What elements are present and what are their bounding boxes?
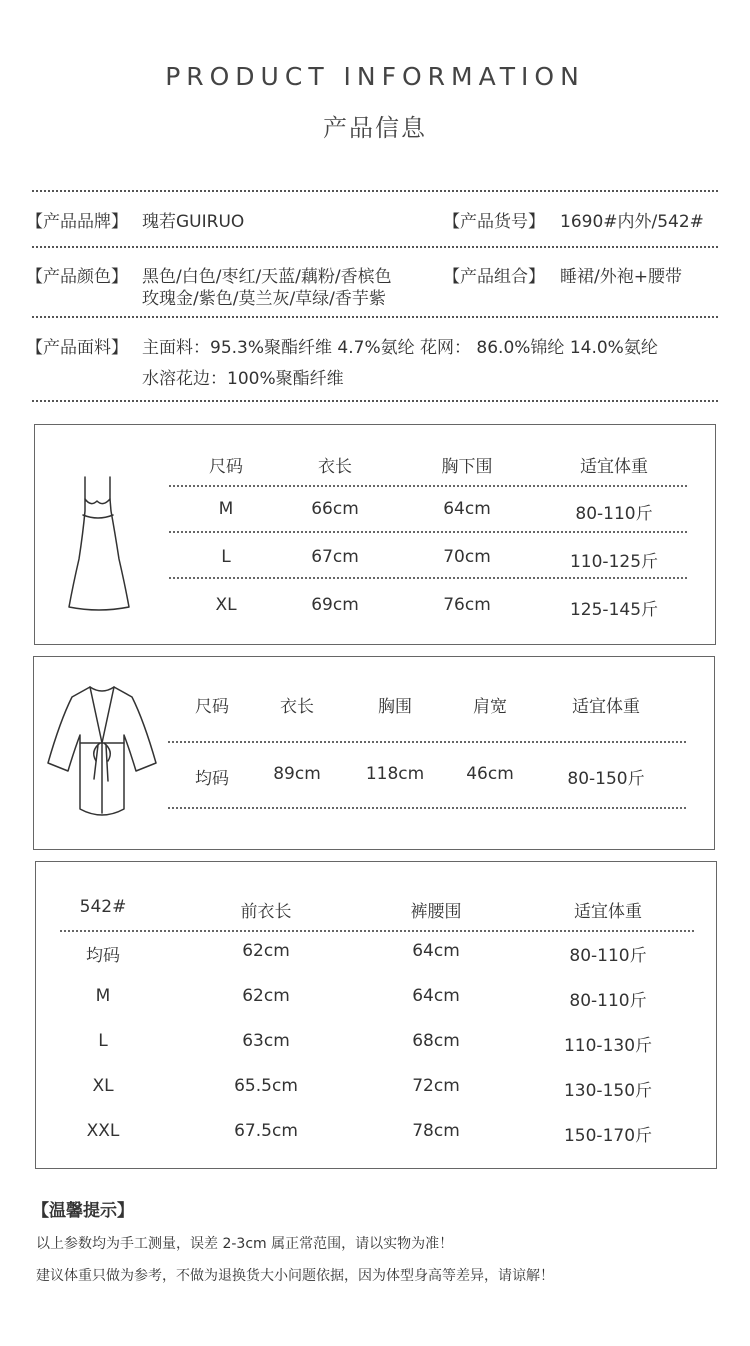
table-cell: 80-110斤 [569,946,647,966]
table-cell: 69cm [311,595,359,615]
row-divider [169,531,687,533]
header-length: 衣长 [318,457,352,477]
table-cell: 150-170斤 [563,1126,653,1146]
table-cell: XL [92,1076,114,1096]
row-divider [169,485,687,487]
title-english: PRODUCT INFORMATION [165,62,585,91]
row-divider [60,930,694,932]
table-cell: 63cm [242,1031,290,1051]
divider [32,316,718,318]
header-weight: 适宜体重 [580,457,648,477]
divider [32,190,718,192]
table-cell: 118cm [365,764,425,784]
row-divider [169,577,687,579]
header-code: 542# [79,897,127,917]
table-cell: M [95,986,111,1006]
header-front-length: 前衣长 [240,902,292,922]
brand-label: 【产品品牌】 [26,212,128,232]
color-value-2: 玫瑰金/紫色/莫兰灰/草绿/香芋紫 [142,289,386,309]
combo-value: 睡裙/外袍+腰带 [560,267,682,287]
table-cell: 46cm [466,764,514,784]
table-cell: 125-145斤 [569,600,659,620]
table-cell: 76cm [443,595,491,615]
table-cell: 64cm [412,941,460,961]
size-table-robe [33,656,715,850]
table-cell: 64cm [443,499,491,519]
row-divider [168,741,686,743]
table-cell: 80-150斤 [567,769,645,789]
table-cell: 66cm [311,499,359,519]
table-cell: XXL [86,1121,120,1141]
code-value: 1690#内外/542# [560,212,704,232]
table-cell: 89cm [273,764,321,784]
tips-line-2: 建议体重只做为参考，不做为退换货大小问题依据，因为体型身高等差异，请谅解！ [36,1268,554,1284]
table-cell: 70cm [443,547,491,567]
table-cell: 65.5cm [234,1076,298,1096]
table-cell: 68cm [412,1031,460,1051]
fabric-value-2: 水溶花边：100%聚酯纤维 [142,369,344,389]
size-table-dress [34,424,716,645]
title-chinese: 产品信息 [323,114,427,142]
table-cell: 78cm [412,1121,460,1141]
header-shoulder: 肩宽 [473,697,507,717]
table-cell: 62cm [242,941,290,961]
table-cell: 67cm [311,547,359,567]
table-cell: 110-125斤 [569,552,659,572]
table-cell: 72cm [412,1076,460,1096]
code-label: 【产品货号】 [443,212,545,232]
table-cell: XL [215,595,237,615]
header-bust: 胸围 [378,697,412,717]
divider [32,246,718,248]
table-cell: L [98,1031,108,1051]
header-weight: 适宜体重 [572,697,640,717]
table-cell: 64cm [412,986,460,1006]
combo-label: 【产品组合】 [443,267,545,287]
table-cell: 67.5cm [234,1121,298,1141]
brand-value: 瑰若GUIRUO [142,212,245,232]
color-value-1: 黑色/白色/枣红/天蓝/藕粉/香槟色 [142,267,392,287]
table-cell: 130-150斤 [563,1081,653,1101]
table-cell: 均码 [195,769,229,789]
header-waist: 裤腰围 [410,902,462,922]
header-size: 尺码 [195,697,229,717]
row-divider [168,807,686,809]
table-cell: 均码 [86,946,120,966]
header-underbust: 胸下围 [441,457,493,477]
header-size: 尺码 [209,457,243,477]
fabric-label: 【产品面料】 [26,338,128,358]
table-cell: 62cm [242,986,290,1006]
header-weight: 适宜体重 [574,902,642,922]
divider [32,400,718,402]
tips-line-1: 以上参数均为手工测量，误差 2-3cm 属正常范围，请以实物为准！ [36,1236,454,1252]
slip-dress-icon [63,473,135,613]
color-label: 【产品颜色】 [26,267,128,287]
table-cell: M [218,499,234,519]
tips-title: 【温馨提示】 [32,1201,134,1221]
table-cell: 80-110斤 [569,991,647,1011]
table-cell: L [221,547,231,567]
size-table-542 [35,861,717,1169]
robe-icon [42,681,162,827]
header-length: 衣长 [280,697,314,717]
table-cell: 80-110斤 [575,504,653,524]
fabric-value-1: 主面料：95.3%聚酯纤维 4.7%氨纶 花网： 86.0%锦纶 14.0%氨纶 [142,338,658,358]
table-cell: 110-130斤 [563,1036,653,1056]
